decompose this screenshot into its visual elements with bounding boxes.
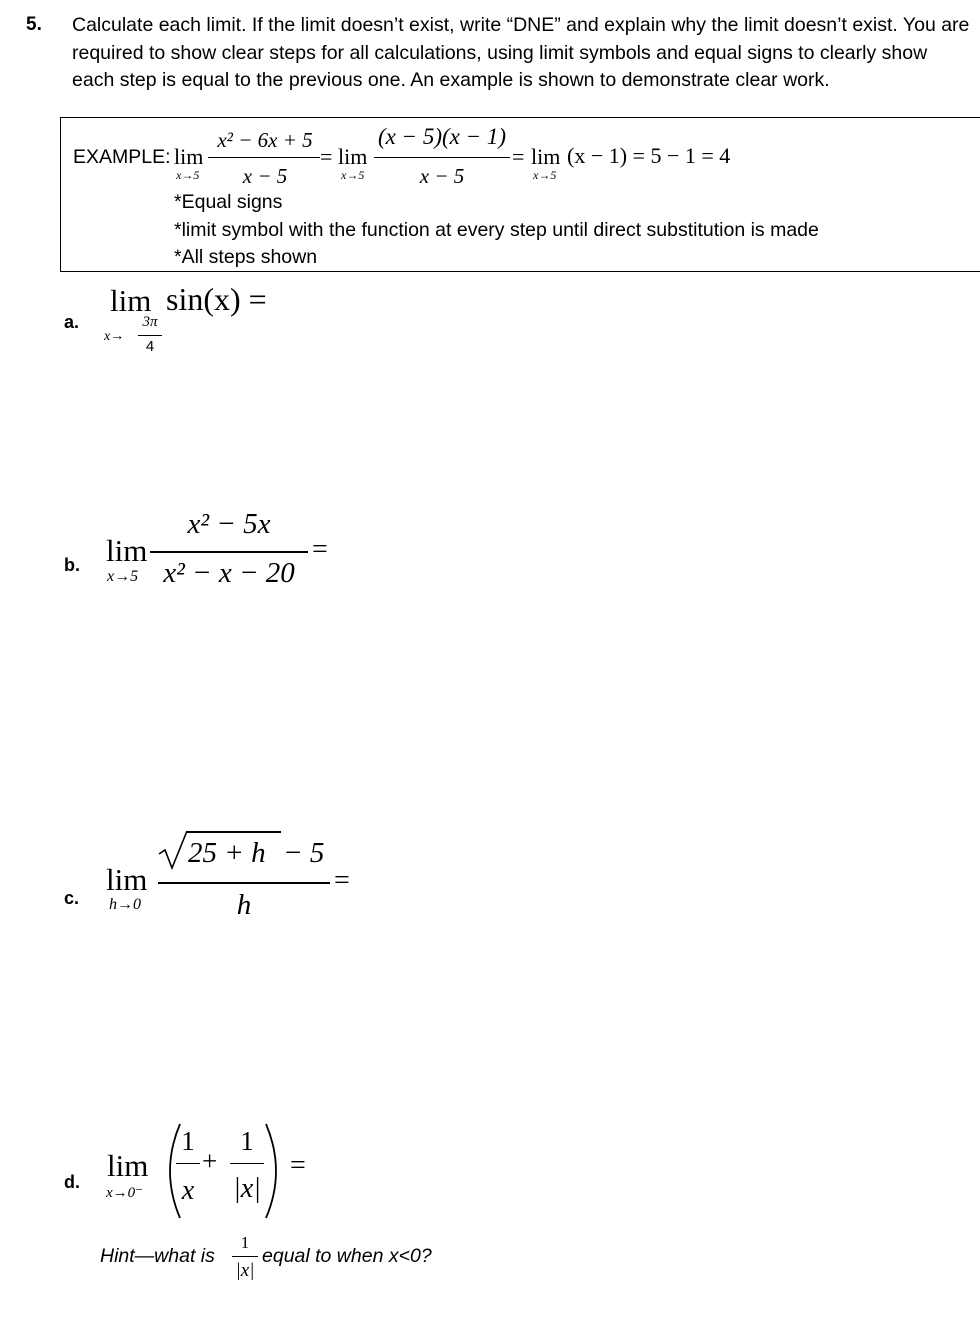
part-d-plus: + (202, 1146, 218, 1176)
part-d-term2-fraction-bar (230, 1163, 264, 1164)
example-note-equal-signs: *Equal signs (174, 191, 283, 213)
part-b-label: b. (64, 555, 80, 575)
part-a-function: sin(x) = (166, 281, 267, 317)
part-b-fraction-bar (150, 551, 308, 553)
example-step3-expression: (x − 1) = 5 − 1 = 4 (567, 143, 731, 168)
example-note-all-steps: *All steps shown (174, 246, 318, 268)
example-step1-numerator: x² − 6x + 5 (217, 128, 313, 152)
example-step2-fraction-bar (374, 157, 510, 158)
part-b-denominator: x² − x − 20 (163, 557, 295, 589)
part-b-under: x→5 (107, 568, 139, 585)
example-under-1: x→5 (176, 168, 200, 182)
example-step2-denominator: x − 5 (419, 164, 465, 188)
part-c-equals: = (334, 865, 350, 896)
part-a-under-variable: x→ (104, 329, 125, 344)
part-d-under: x→0⁻ (106, 1185, 144, 1201)
part-c-numerator-rest: − 5 (283, 837, 325, 869)
part-c-under: h→0 (109, 896, 141, 913)
part-c-label: c. (64, 888, 80, 908)
part-b-numerator: x² − 5x (187, 508, 271, 540)
part-a-under-denominator: 4 (145, 338, 155, 355)
part-d-term2-numerator: 1 (240, 1126, 254, 1156)
example-equals-1: = (320, 144, 333, 169)
example-under-3: x→5 (533, 168, 557, 182)
hint-fraction-bar (232, 1256, 258, 1257)
example-step1-denominator: x − 5 (242, 164, 288, 188)
part-d-right-paren (262, 1120, 288, 1222)
part-a-label: a. (64, 312, 80, 332)
part-a-under-fraction-bar (138, 335, 162, 336)
example-under-2: x→5 (341, 168, 365, 182)
part-b-equals: = (312, 534, 328, 565)
example-lim-2: lim (338, 144, 368, 169)
part-d-term1-numerator: 1 (181, 1126, 195, 1156)
part-d-term2-denominator: |x| (233, 1173, 261, 1204)
part-b-lim: lim (106, 533, 148, 568)
example-label: EXAMPLE: (73, 146, 171, 168)
hint-text-before: Hint—what is (100, 1245, 215, 1267)
hint-fraction-denominator: |x| (235, 1260, 255, 1281)
part-a-lim: lim (110, 283, 152, 318)
part-c-radical-sign (157, 828, 191, 872)
example-lim-1: lim (174, 144, 204, 169)
part-c-fraction-bar (158, 882, 330, 884)
part-d-term1-fraction-bar (176, 1163, 200, 1164)
example-lim-3: lim (531, 144, 561, 169)
part-c-radicand: 25 + h (188, 837, 266, 869)
part-d-equals: = (290, 1150, 306, 1181)
part-c-lim: lim (106, 862, 148, 897)
part-d-term1-denominator: x (181, 1175, 195, 1206)
hint-text-after: equal to when x<0? (262, 1245, 432, 1267)
example-step1-fraction-bar (208, 157, 320, 158)
part-d-label: d. (64, 1172, 80, 1192)
question-number: 5. (26, 14, 42, 35)
example-equals-2: = (512, 144, 525, 169)
question-instructions: Calculate each limit. If the limit doesn’t exist, write “DNE” and explain why the limit doesn’t exist. You are required to show clear steps for all calculations, using limit symbols and equal signs to clearly show each step is equal to the previous one. An example is shown to demonstrate clear work. (72, 14, 970, 91)
hint-fraction-numerator: 1 (240, 1233, 250, 1252)
part-c-denominator: h (236, 889, 252, 921)
example-step2-numerator: (x − 5)(x − 1) (377, 124, 507, 149)
part-c-radical-vinculum (186, 831, 281, 833)
part-d-lim: lim (107, 1148, 149, 1183)
part-a-under-numerator: 3π (142, 314, 158, 330)
example-note-limit-symbol: *limit symbol with the function at every step until direct substitution is made (174, 219, 819, 241)
